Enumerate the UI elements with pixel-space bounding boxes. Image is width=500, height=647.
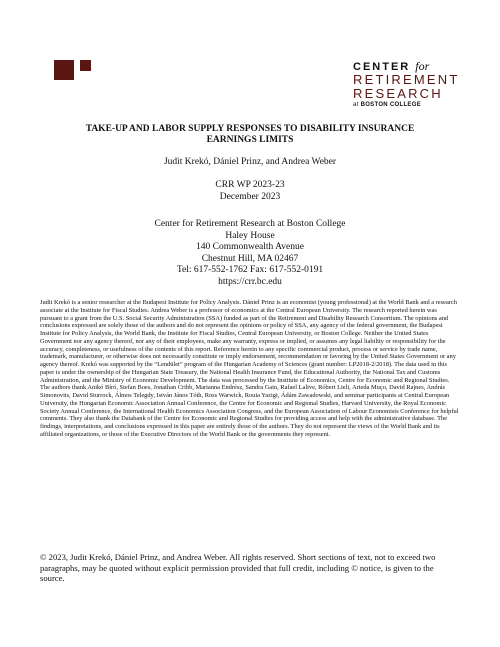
paper-date: December 2023: [219, 191, 281, 202]
address-phone: Tel: 617-552-1762 Fax: 617-552-0191: [176, 265, 324, 275]
logo-line-boston-college: at BOSTON COLLEGE: [353, 102, 422, 108]
logo-line-research: RESEARCH: [353, 86, 443, 101]
address-url[interactable]: https://crr.bc.edu: [218, 276, 282, 287]
logo-line-retirement: RETIREMENT: [353, 72, 460, 87]
disclaimer-paragraph: Judit Krekó is a senior researcher at the Budapest Institute for Policy Analysis. Dániel Prinz is an economist (young professional) at the World Bank and a research associate at the Institute for Fiscal Studies. Andrea Weber is a professor of economics at the Central European University. The research reported herein was pursuant to a grant from the U.S. Social Security Administration (SSA) funded as part of the Retirement and Disability Research Consortium. The opinions and conclusions expressed are solely those of the authors and do not represent the opinions or policy of SSA, any agency of the federal government, the Budapest Institute for Policy Analysis, the World Bank, the Institute for Fiscal Studies, Central European University, or Boston College. Neither the United States Government nor any agency thereof, nor any of their employees, make any warranty, express or implied, or assumes any legal liability or responsibility for the accuracy, completeness, or usefulness of the contents of this report. Reference herein to any specific commercial product, process or service by trade name, trademark, manufacturer, or otherwise does not necessarily constitute or imply endorsement, recommendation or favoring by the United States Government or any agency thereof. Krekó was supported by the “Lendület” program of the Hungarian Academy of Sciences (grant number: LP2018-2/2018). The data used in this paper is under the ownership of the Hungarian State Treasury, the National Health Insurance Fund, the Educational Authority, the National Tax and Customs Administration, and the Ministry of Economic Development. The data was processed by the Institute of Economics, Centre for Economic and Regional Studies. The authors thank Anikó Bíró, Stefan Boes, Jonathan Cribb, Marianna Endrész, Sandra Gain, Rafael Lalive, Róbert Lieli, Arieda Muço, David Rajnes, András Simonovits, David Sturrock, Álmos Telegdy, István János Tóth, Ross Warwick, Rouia Yazigi, Ádám Zawadowski, and seminar participants at Central European University, the Hungarian Economic Association Annual Conference, the Centre for Economic and Regional Studies, Harvard University, the Royal Economic Society Annual Conference, the International Health Economics Association Congress, and the European Association of Labour Economists Conference for helpful comments. They also thank the Databank of the Centre for Economic and Regional Studies for providing access and help with the administrative database. The findings, interpretations, and conclusions expressed in this paper are entirely those of the authors. They do not represent the views of the World Bank and its affiliated organizations, or those of the Executive Directors of the World Bank or the governments they represent.: [40, 299, 459, 438]
address-org: Center for Retirement Research at Boston College: [154, 219, 346, 229]
logo-squares: [54, 60, 94, 80]
logo-line-center: CENTER for: [353, 59, 430, 73]
paper-authors: Judit Krekó, Dániel Prinz, and Andrea Weber: [163, 157, 337, 167]
paper-title-line-2: EARNINGS LIMITS: [206, 135, 294, 145]
logo-square-small: [80, 60, 91, 71]
address-street: 140 Commonwealth Avenue: [195, 242, 304, 252]
crr-logo: [353, 60, 463, 110]
address-building: Haley House: [225, 230, 275, 241]
working-paper-number: CRR WP 2023-23: [215, 180, 285, 190]
paper-info: [40, 180, 460, 203]
copyright-notice: © 2023, Judit Krekó, Dániel Prinz, and Andrea Weber. All rights reserved. Short sections of text, not to exceed two paragraphs, may be quoted without explicit permission provided that full credit, including © notice, is given to the source.: [40, 552, 436, 584]
address-city: Chestnut Hill, MA 02467: [201, 253, 299, 264]
paper-title: [40, 124, 460, 146]
paper-title-line-1: TAKE-UP AND LABOR SUPPLY RESPONSES TO DISABILITY INSURANCE: [85, 124, 415, 134]
contact-address: [40, 219, 460, 288]
logo-square-large: [54, 60, 74, 80]
